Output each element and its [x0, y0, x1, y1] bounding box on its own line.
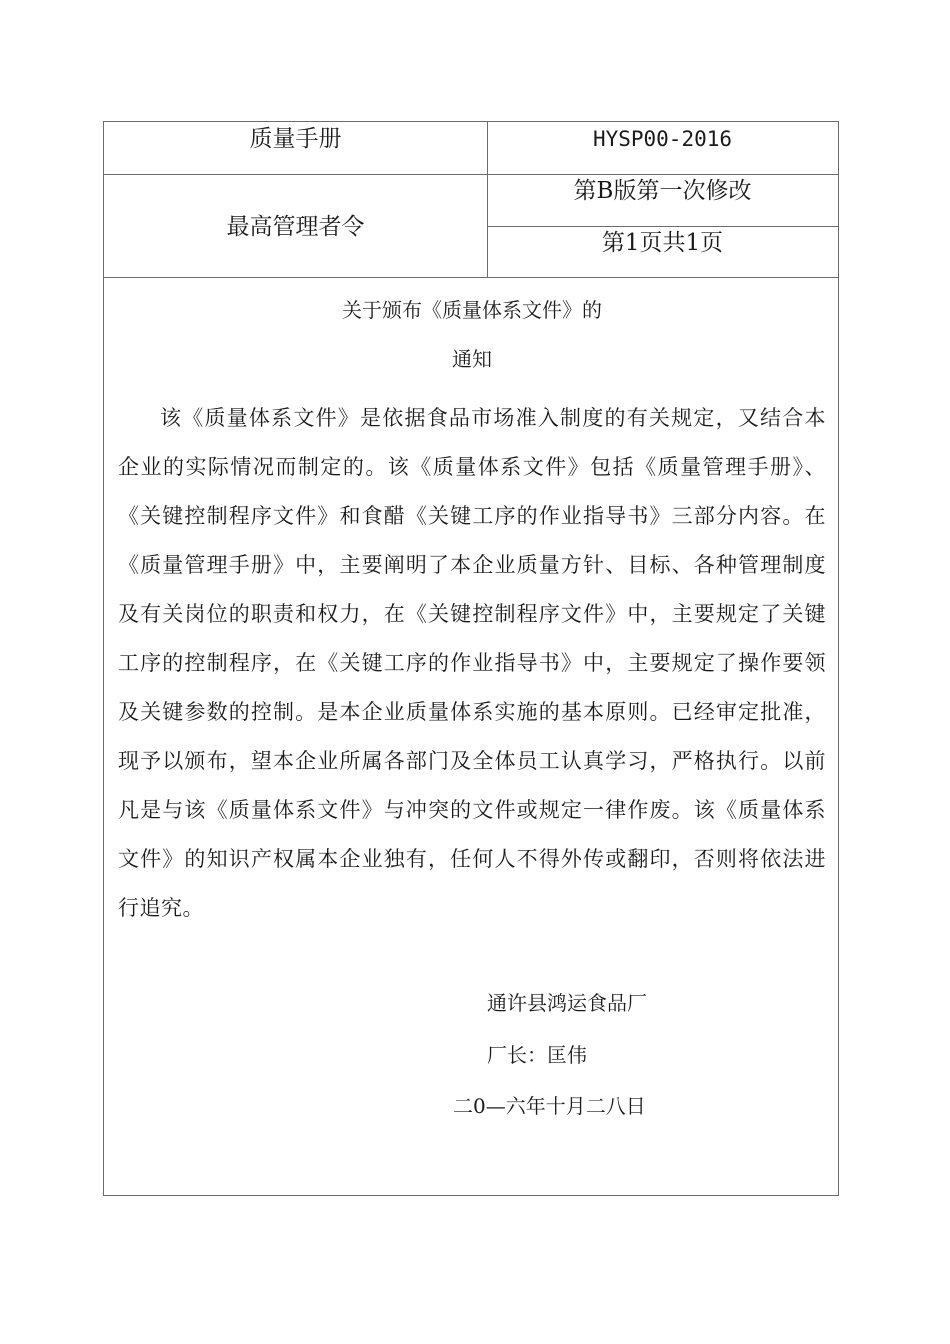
document-frame	[103, 121, 839, 1196]
issue-date: 二0—六年十月二八日	[453, 1094, 646, 1118]
header-bottom-divider	[104, 277, 838, 278]
header-divider-right	[487, 226, 838, 227]
document-code: HYSP00-2016	[592, 127, 733, 151]
notice-title-line1: 关于颁布《质量体系文件》的	[342, 298, 602, 322]
version-info: 第B版第一次修改	[573, 178, 752, 204]
order-title: 最高管理者令	[226, 214, 365, 240]
page-info: 第1页共1页	[601, 230, 724, 256]
notice-body: 该《质量体系文件》是依据食品市场准入制度的有关规定，又结合本企业的实际情况而制定的。该《质量体系文件》包括《质量管理手册》、《关键控制程序文件》和食醋《关键工序的作业指导书》三部分内容。在《质量管理手册》中，主要阐明了本企业质量方针、目标、各种管理制度及有关岗位的职责和权力，在《关键控制程序文件》中，主要规定了关键工序的控制程序，在《关键工序的作业指导书》中，主要规定了操作要领及关键参数的控制。是本企业质量体系实施的基本原则。已经审定批准，现予以颁布，望本企业所属各部门及全体员工认真学习，严格执行。以前凡是与该《质量体系文件》与冲突的文件或规定一律作废。该《质量体系文件》的知识产权属本企业独有，任何人不得外传或翻印，否则将依法进行追究。	[118, 406, 826, 920]
manual-title: 质量手册	[249, 126, 342, 152]
director-signature: 厂长：匡伟	[487, 1043, 587, 1067]
notice-title-line2: 通知	[452, 347, 492, 371]
header-divider-row1	[104, 174, 838, 175]
company-name: 通许县鸿运食品厂	[487, 991, 647, 1015]
